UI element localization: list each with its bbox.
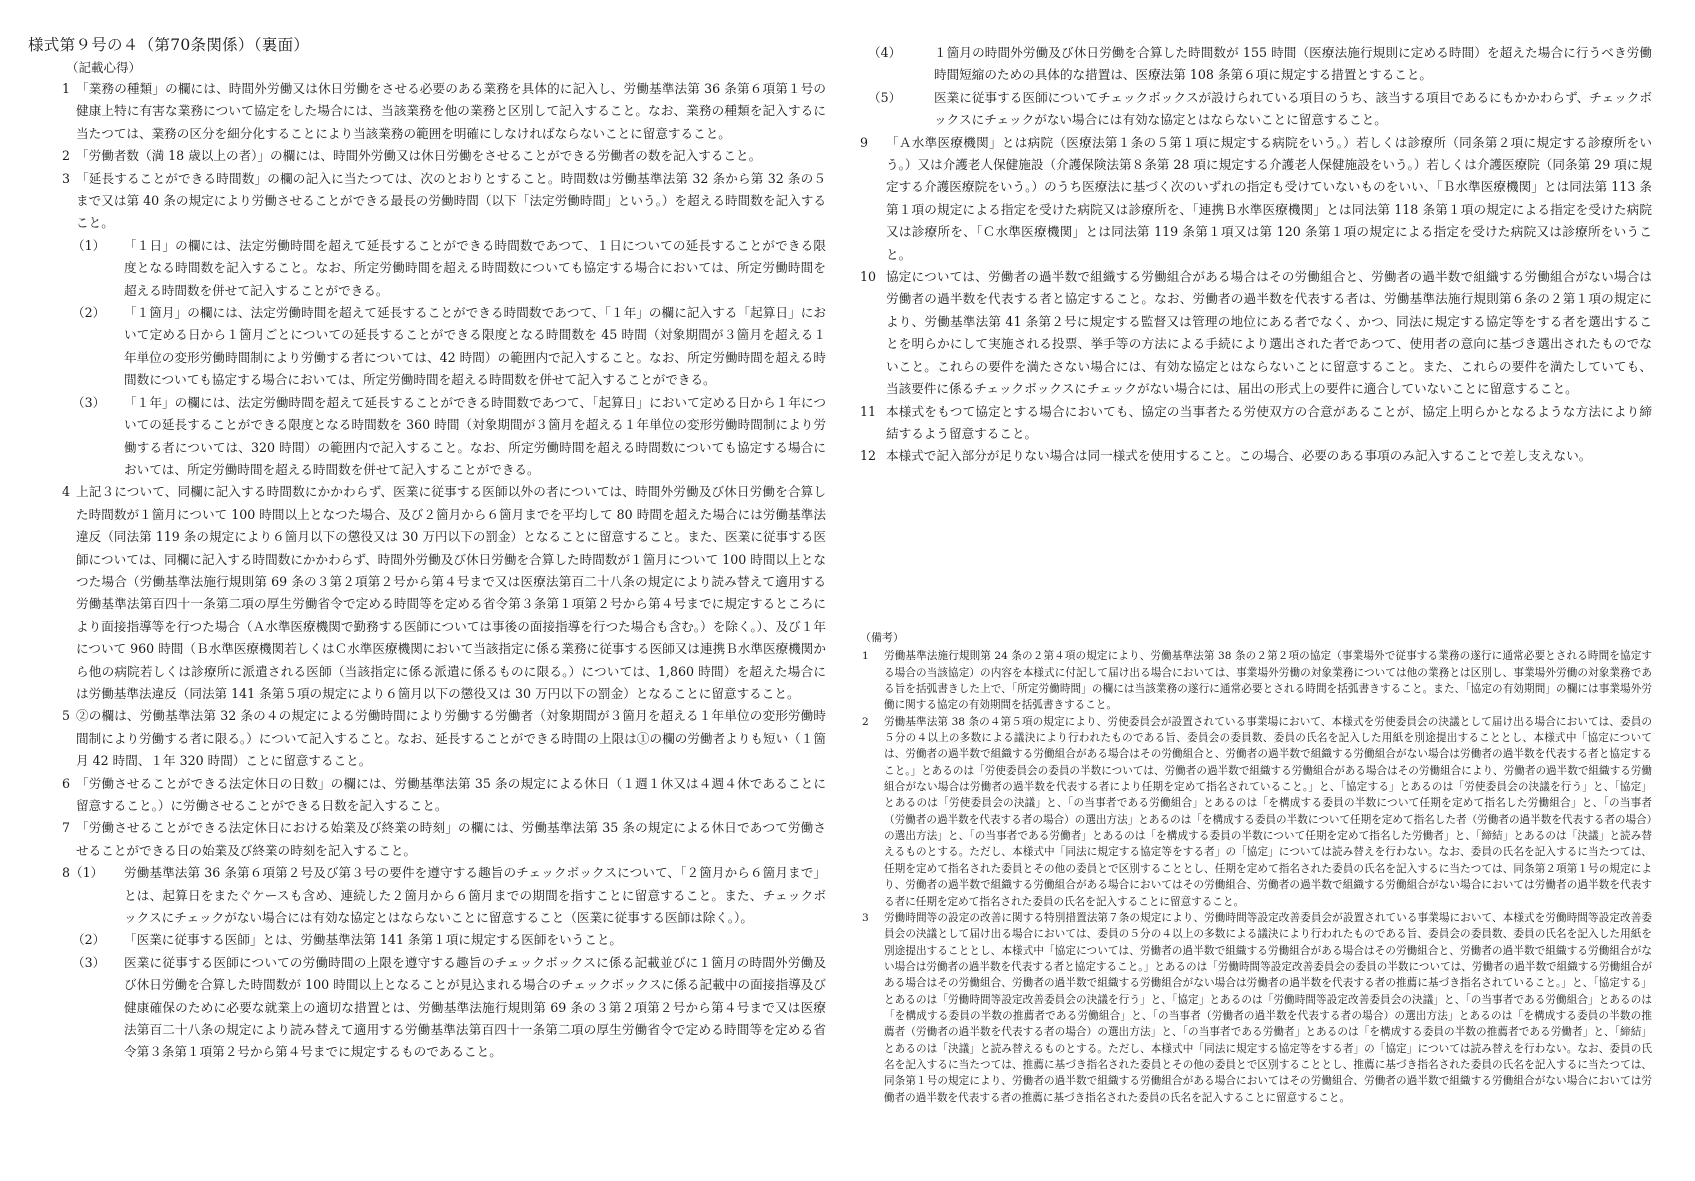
form-title: 様式第９号の４（第70条関係）（裏面） [28,36,310,54]
note-number: 12 [860,448,877,464]
remark-number: 1 [862,650,869,663]
note-number: 3 [62,170,71,186]
note-subitem [860,87,1652,132]
note-text: 上記３について、同欄に記入する時間数にかかわらず、医業に従事する医師以外の者については、時間外労働及び休日労働を合算した時間数が１箇月について 100 時間以上となつた場合、及び２箇月から６箇月までを平均して 80 時間を超えた場合には労働基準法違反（同法第 119 条の規定により６箇月以下の懲役又は 30 万円以下の罰金）となることに留意すること。また、医業に従事する医師については、同欄に記入する時間数にかかわらず、時間外労働及び休日労働を合算した時間数が１箇月について 100 時間以上となつた場合（労働基準法施行規則第 69 条の３第２項第２号から第４号まで又は医療法第百二十八条の規定により読み替えて適用する労働基準法第百四十一条第二項の厚生労働省令で定める時間等を定める省令第３条第１項第２号から第４号までに規定するところにより面接指導等を行つた場合（Ａ水準医療機関で勤務する医師については事後の面接指導を行つた場合も含む。）を除く。）、及び１年について 960 時間（Ｂ水準医療機関若しくはＣ水準医療機関において当該指定に係る業務に従事する医師又は連携Ｂ水準医療機関から他の病院若しくは診療所に派遣される医師（当該指定に係る派遣に係るものに限る。）については、1,860 時間）を超えた場合には労働基準法違反（同法第 141 条第５項の規定により６箇月以下の懲役又は 30 万円以下の罰金）となることに留意すること。 [76,484,826,701]
note-number: （5） [868,89,902,105]
note-text: 「Ａ水準医療機関」とは病院（医療法第１条の５第１項に規定する病院をいう。）若しくは診療所（同条第２項に規定する診療所をいう。）又は介護老人保健施設（介護保険法第８条第 28 項に規定する介護老人保健施設をいう。）若しくは介護医療院（同条第 29 項に規定する介護医療院をいう。）のうち医療法に基づく次のいずれの指定も受けていないものをいい、「Ｂ水準医療機関」とは同法第 113 条第１項の規定による指定を受けた病院又は診療所を、「連携Ｂ水準医療機関」とは同法第 118 条第１項の規定による指定を受けた病院又は診療所を、「Ｃ水準医療機関」とは同法第 119 条第１項又は第 120 条第１項の規定による指定を受けた病院又は診療所をいうこと。 [886,134,1652,262]
note-text: 「業務の種類」の欄には、時間外労働又は休日労働をさせる必要のある業務を具体的に記入し、労働基準法第 36 条第６項第１号の健康上特に有害な業務について協定をした場合には、当該業務を他の業務と区別して記入すること。なお、業務の種類を記入するに当たつては、業務の区分を細分化することにより当該業務の範囲を明確にしなければならないことに留意すること。 [76,81,826,141]
notes-heading: （記載心得） [66,60,142,75]
note-item [860,401,1652,446]
remark-item [860,648,1652,713]
note-item [62,481,826,705]
remarks-heading: （備考） [860,631,904,644]
note-item [860,445,1652,467]
note-number: （4） [868,45,902,60]
note-number: 4 [62,484,71,500]
remark-number: 2 [862,715,869,728]
notes-right-column [860,42,1652,602]
remarks-section [860,630,1652,1170]
note-item [860,132,1652,266]
note-text: 医業に従事する医師についてチェックボックスが設けられている項目のうち、該当する項目であるにもかかわらず、チェックボックスにチェックがない場合には有効な協定とはならないことに留意すること。 [934,89,1652,128]
note-text: 本様式で記入部分が足りない場合は同一様式を使用すること。この場合、必要のある事項のみ記入することで差し支えない。 [886,448,1592,464]
remark-number: 3 [862,911,869,924]
note-item [62,773,826,818]
note-number: 6 [62,775,71,791]
note-subitem [62,862,826,929]
note-text: 協定については、労働者の過半数で組織する労働組合がある場合はその労働組合と、労働者の過半数で組織する労働組合がない場合は労働者の過半数を代表する者と協定すること。なお、労働者の過半数を代表する者は、労働基準法施行規則第６条の２第１項の規定により、労働基準法第 41 条第２号に規定する監督又は管理の地位にある者でなく、かつ、同法に規定する協定等をする者を選出することを明らかにして実施される投票、挙手等の方法による手続により選出された者であつて、使用者の意向に基づき選出されたものでないこと。これらの要件を満たさない場合には、有効な協定とはならないことに留意すること。また、これらの要件を満たしていても、当該要件に係るチェックボックスにチェックがない場合には、届出の形式上の要件に適合していないことに留意すること。 [886,269,1652,397]
note-subitem [62,952,826,1064]
remark-text: 労働基準法第 38 条の４第５項の規定により、労使委員会が設置されている事業場において、本様式を労使委員会の決議として届け出る場合においては、委員の５分の４以上の多数による議決により行われたものである旨、委員会の委員数、委員の氏名を記入した用紙を別途提出することとし、本様式中「協定については、労働者の過半数で組織する労働組合がある場合はその労働組合と、労働者の過半数で組織する労働組合がない場合は労働者の過半数を代表する者と協定すること。」とあるのは「労使委員会の委員の半数については、労働者の過半数で組織する労働組合がある場合はその労働組合により、労働者の過半数で組織する労働組合がない場合は労働者の過半数を代表する者により任期を定めて指名されていること。」と、「協定する」とあるのは「労使委員会の決議を行う」と、「協定」とあるのは「労使委員会の決議」と、「の当事者である労働組合」とあるのは「を構成する委員の半数について任期を定めて指名した労働組合」と、「の当事者（労働者の過半数を代表する者の場合）の選出方法」とあるのは「を構成する委員の半数について任期を定めて指名した者（労働者の過半数を代表する者の場合）の選出方法」と、「の当事者である労働者」とあるのは「を構成する委員の半数について任期を定めて指名した労働者」と、「締結」とあるのは「決議」と読み替えるものとする。ただし、本様式中「同法に規定する協定等をする者」の「協定」については読み替えを行わない。なお、委員の氏名を記入するに当たつては、任期を定めて指名された委員とその他の委員とで区別することとし、任期を定めて指名された委員の氏名を記入するに当たつては、同条第２項第１号の規定により、労働者の過半数で組織する労働組合がある場合においてはその労働組合、労働者の過半数で組織する労働組合がない場合においては労働者の過半数を代表する者に任期を定めて指名された委員の氏名を記入することに留意すること。 [884,715,1652,908]
note-subitem [860,42,1652,87]
remark-item [860,910,1652,1106]
note-text: 医業に従事する医師についての労働時間の上限を遵守する趣旨のチェックボックスに係る記載並びに１箇月の時間外労働及び休日労働を合算した時間数が 100 時間以上となることが見込まれる場合のチェックボックスに係る記載中の面接指導及び健康確保のために必要な就業上の適切な措置とは、労働基準法施行規則第 69 条の３第２項第２号から第４号まで又は医療法第百二十八条の規定により読み替えて適用する労働基準法第百四十一条第二項の厚生労働省令で定める時間等を定める省令第３条第１項第２号から第４号までに規定するものであること。 [124,954,826,1060]
note-text: 労働基準法第 36 条第６項第２号及び第３号の要件を遵守する趣旨のチェックボックスについて、「２箇月から６箇月まで」とは、起算日をまたぐケースも含め、連続した２箇月から６箇月までの期間を指すことに留意すること。また、チェックボックスにチェックがない場合には有効な協定とはならないことに留意すること（医業に従事する医師は除く。）。 [124,865,826,926]
note-number: （3） [72,954,106,970]
note-item [62,168,826,235]
note-number: 9 [860,134,869,150]
remark-text: 労働基準法施行規則第 24 条の２第４項の規定により、労働基準法第 38 条の２第２項の協定（事業場外で従事する業務の遂行に通常必要とされる時間を協定する場合の当該協定）の内容を本様式に付記して届け出る場合においては、事業場外労働の対象業務については他の業務とは区別し、事業場外労働の対象業務である旨を括弧書きした上で、「所定労働時間」の欄には当該業務の遂行に通常必要とされる時間を括弧書きすること。また、「協定の有効期間」の欄には事業場外労働に関する協定の有効期間を括弧書きすること。 [884,650,1652,712]
note-text: ②の欄は、労働基準法第 32 条の４の規定による労働時間により労働する労働者（対象期間が３箇月を超える１年単位の変形労働時間制により労働する者に限る。）について記入すること。なお、延長することができる時間の上限は①の欄の労働者よりも短い（１箇月 42 時間、１年 320 時間）ことに留意すること。 [76,708,826,769]
remark-text: 労働時間等の設定の改善に関する特別措置法第７条の規定により、労働時間等設定改善委員会が設置されている事業場において、本様式を労働時間等設定改善委員会の決議として届け出る場合においては、委員の５分の４以上の多数による議決により行われたものである旨、委員会の委員数、委員の氏名を記入した用紙を別途提出することとし、本様式中「協定については、労働者の過半数で組織する労働組合がある場合はその労働組合と、労働者の過半数で組織する労働組合がない場合は労働者の過半数を代表する者と協定すること。」とあるのは「労働時間等設定改善委員会の委員の半数については、労働者の過半数で組織する労働組合がある場合はその労働組合、労働者の過半数で組織する労働組合がない場合は労働者の過半数を代表する者の推薦に基づき指名されていること。」と、「協定する」とあるのは「労働時間等設定改善委員会の決議を行う」と、「協定」とあるのは「労働時間等設定改善委員会の決議」と、「の当事者である労働組合」とあるのは「を構成する委員の半数の推薦者である労働組合」と、「の当事者（労働者の過半数を代表する者の場合）の選出方法」とあるのは「を構成する委員の半数の推薦者（労働者の過半数を代表する者の場合）の選出方法」と、「の当事者である労働者」とあるのは「を構成する委員の半数の推薦者である労働者」と、「締結」とあるのは「決議」と読み替えるものとする。ただし、本様式中「同法に規定する協定等をする者」の「協定」については読み替えを行わない。なお、委員の氏名を記入するに当たつては、推薦に基づき指名された委員とその他の委員とで区別することとし、推薦に基づき指名された委員の氏名を記入するに当たつては、同条第１号の規定により、労働者の過半数で組織する労働組合がある場合においてはその労働組合、労働者の過半数で組織する労働組合がない場合においては労働者の過半数を代表する者の推薦に基づき指名された委員の氏名を記入することに留意すること。 [884,911,1652,1104]
note-text: 本様式をもつて協定とする場合においても、協定の当事者たる労使双方の合意があることが、協定上明らかとなるような方法により締結するよう留意すること。 [886,403,1652,441]
note-text: 「１日」の欄には、法定労働時間を超えて延長することができる時間数であつて、１日についての延長することができる限度となる時間数を記入すること。なお、所定労働時間を超える時間数についても協定する場合においては、所定労働時間を超える時間数を併せて記入することができる。 [124,237,826,298]
note-number: （2） [72,932,106,948]
note-item [860,266,1652,400]
note-text: 「延長することができる時間数」の欄の記入に当たつては、次のとおりとすること。時間数は労働基準法第 32 条から第 32 条の５まで又は第 40 条の規定により労働させることができる最長の労働時間（以下「法定労働時間」という。）を超える時間数を記入すること。 [76,170,826,231]
note-text: 「労働させることができる法定休日における始業及び終業の時刻」の欄には、労働基準法第 35 条の規定による休日であつて労働させることができる日の始業及び終業の時刻を記入すること。 [76,820,826,858]
note-number: 5 [62,708,71,724]
notes-left-column [62,78,826,1168]
note-text: 「労働者数（満 18 歳以上の者）」の欄には、時間外労働又は休日労働をさせることができる労働者の数を記入すること。 [76,148,762,164]
note-text: 「１年」の欄には、法定労働時間を超えて延長することができる時間数であつて、「起算日」において定める日から１年についての延長することができる限度となる時間数を 360 時間（対象期間が３箇月を超える１年単位の変形労働時間制により労働する者については、320 時間）の範囲内で記入すること。なお、所定労働時間を超える時間数についても協定する場合においては、所定労働時間を超える時間数を併せて記入することができる。 [124,394,826,477]
note-subitem [62,392,826,482]
note-subitem [62,302,826,392]
note-number: （1） [72,237,106,253]
note-subitem [62,235,826,302]
note-number: 2 [62,148,71,164]
note-item [62,78,826,145]
note-item [62,145,826,167]
note-number: 7 [62,820,71,836]
note-number: 10 [860,269,877,285]
note-text: 「労働させることができる法定休日の日数」の欄には、労働基準法第 35 条の規定による休日（１週１休又は４週４休であることに留意すること。）に労働させることができる日数を記入すること。 [76,775,826,813]
note-item [62,705,826,772]
note-subitem [62,929,826,951]
note-number: 8（1） [62,865,104,881]
note-number: （3） [72,394,106,410]
note-text: １箇月の時間外労働及び休日労働を合算した時間数が 155 時間（医療法施行規則に定める時間）を超えた場合に行うべき労働時間短縮のための具体的な措置は、医療法第 108 条第６項に規定する措置とすること。 [934,45,1652,83]
note-number: 11 [860,403,877,419]
note-text: 「１箇月」の欄には、法定労働時間を超えて延長することができる時間数であつて、「１年」の欄に記入する「起算日」において定める日から１箇月ごとについての延長することができる限度となる時間数を 45 時間（対象期間が３箇月を超える１年単位の変形労働時間制により労働する者については、42 時間）の範囲内で記入すること。なお、所定労働時間を超える時間数についても協定する場合においては、所定労働時間を超える時間数を併せて記入することができる。 [124,305,826,388]
note-number: 1 [62,81,71,96]
note-item [62,817,826,862]
note-text: 「医業に従事する医師」とは、労働基準法第 141 条第１項に規定する医師をいうこと。 [124,932,623,948]
remark-item [860,714,1652,910]
note-number: （2） [72,305,106,321]
